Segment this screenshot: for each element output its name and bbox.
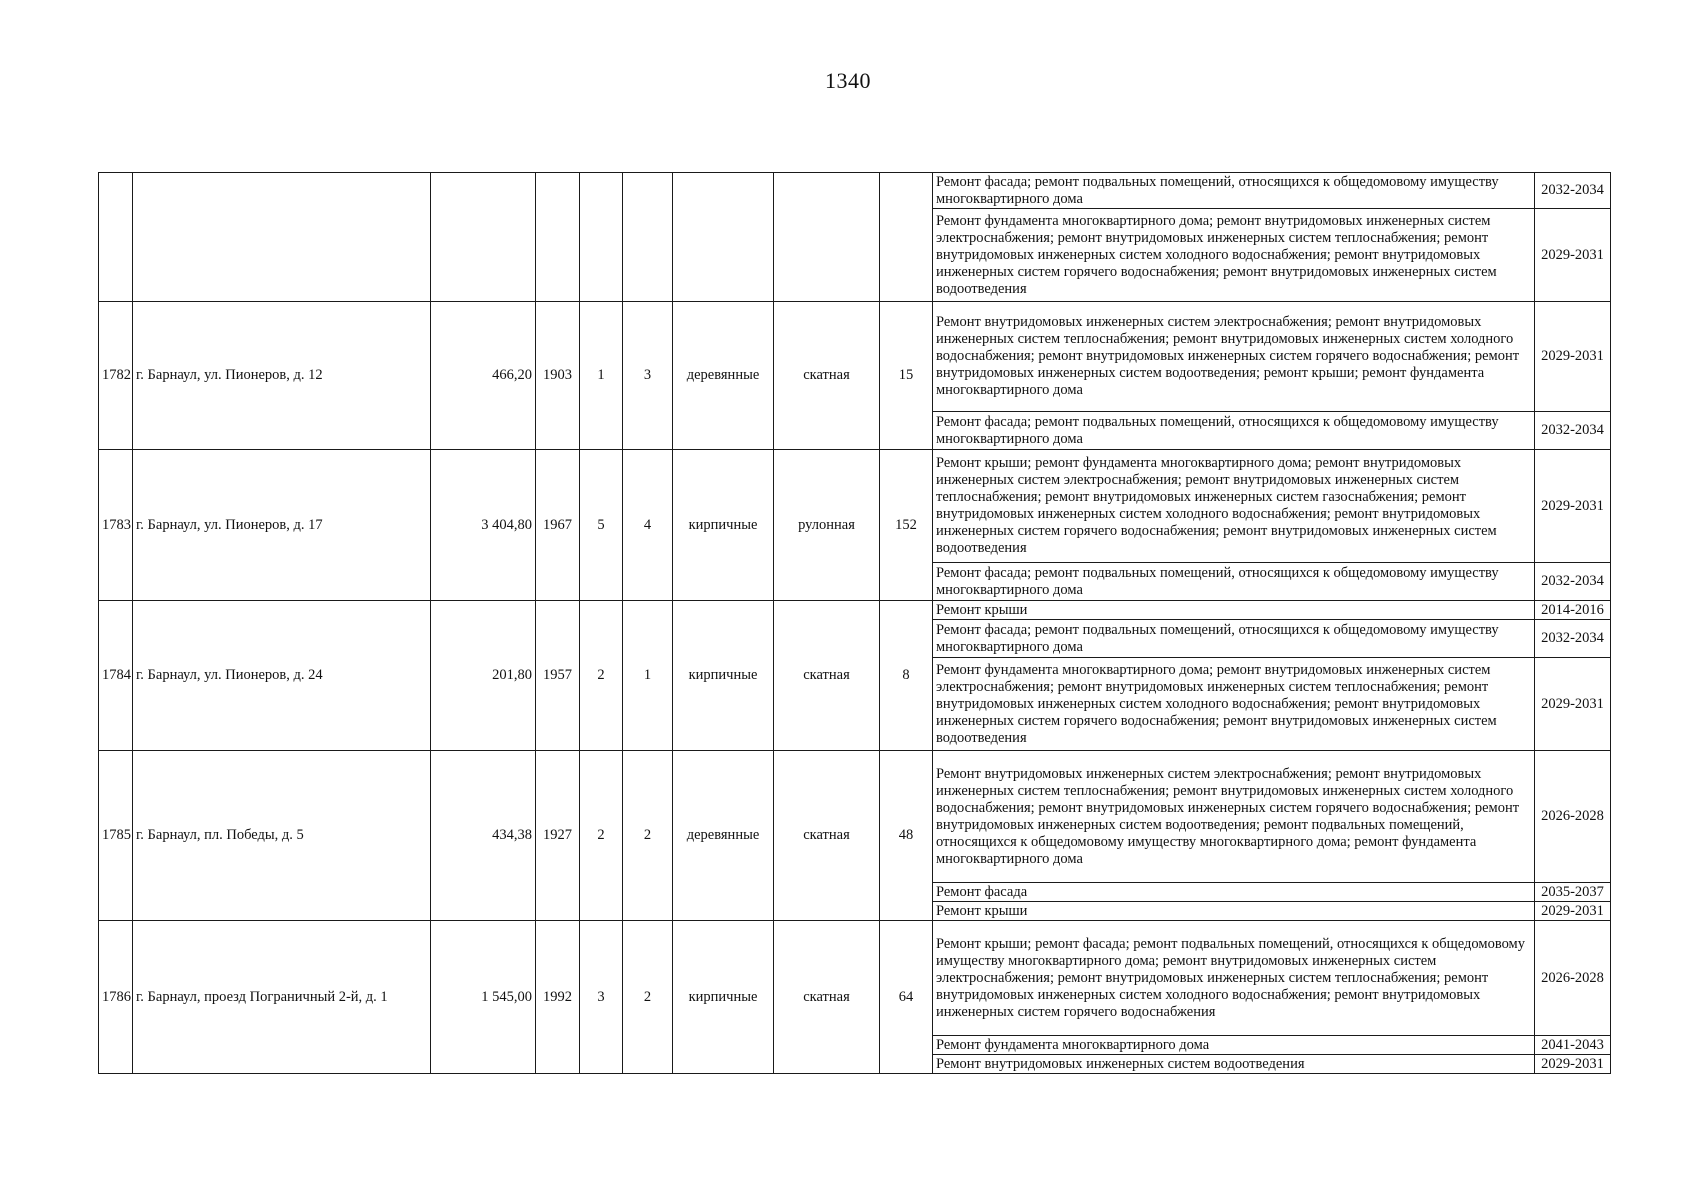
repair-work: Ремонт фасада; ремонт подвальных помещений, относящихся к общедомовому имуществу многоквартирного дома [933,173,1535,209]
residents-count: 48 [880,751,933,921]
build-year: 1992 [536,921,580,1074]
repair-period: 2026-2028 [1535,751,1611,883]
table-row [99,302,1611,412]
repair-work: Ремонт фундамента многоквартирного дома; ремонт внутридомовых инженерных систем электроснабжения; ремонт внутридомовых инженерных систем теплоснабжения; ремонт внутридомовых инженерных систем холодного водоснабжения; ремонт внутридомовых инженерных систем горячего водоснабжения; ремонт внутридомовых инженерных систем водоотведения [933,209,1535,302]
building-area: 434,38 [431,751,536,921]
roof-type: скатная [774,921,880,1074]
table-row [99,173,1611,209]
repair-period: 2032-2034 [1535,173,1611,209]
repair-work: Ремонт фасада; ремонт подвальных помещений, относящихся к общедомовому имуществу многоквартирного дома [933,412,1535,450]
empty-cell [673,173,774,302]
empty-cell [623,173,673,302]
repair-work: Ремонт крыши [933,902,1535,921]
row-number: 1782 [99,302,133,450]
repair-work: Ремонт фундамента многоквартирного дома; ремонт внутридомовых инженерных систем электроснабжения; ремонт внутридомовых инженерных систем теплоснабжения; ремонт внутридомовых инженерных систем холодного водоснабжения; ремонт внутридомовых инженерных систем горячего водоснабжения; ремонт внутридомовых инженерных систем водоотведения [933,658,1535,751]
roof-type: скатная [774,302,880,450]
build-year: 1903 [536,302,580,450]
table-row [99,921,1611,1036]
repair-period: 2029-2031 [1535,302,1611,412]
floors-count: 5 [580,450,623,601]
row-number: 1785 [99,751,133,921]
repair-period: 2029-2031 [1535,450,1611,563]
table-row [99,751,1611,883]
floors-count: 3 [580,921,623,1074]
repair-period: 2029-2031 [1535,209,1611,302]
repair-period: 2029-2031 [1535,902,1611,921]
page-number: 1340 [825,68,871,93]
entrances-count: 1 [623,601,673,751]
floors-count: 2 [580,601,623,751]
building-area: 466,20 [431,302,536,450]
repair-schedule-table [98,172,1611,1074]
build-year: 1957 [536,601,580,751]
build-year: 1967 [536,450,580,601]
empty-cell [580,173,623,302]
residents-count: 152 [880,450,933,601]
repair-period: 2032-2034 [1535,620,1611,658]
table-row [99,450,1611,563]
entrances-count: 2 [623,921,673,1074]
repair-work: Ремонт крыши [933,601,1535,620]
entrances-count: 2 [623,751,673,921]
repair-work: Ремонт внутридомовых инженерных систем водоотведения [933,1055,1535,1074]
building-address: г. Барнаул, ул. Пионеров, д. 24 [133,601,431,751]
wall-material: кирпичные [673,450,774,601]
table-row [99,601,1611,620]
building-address: г. Барнаул, проезд Пограничный 2-й, д. 1 [133,921,431,1074]
entrances-count: 4 [623,450,673,601]
residents-count: 64 [880,921,933,1074]
wall-material: деревянные [673,751,774,921]
repair-work: Ремонт фасада; ремонт подвальных помещений, относящихся к общедомовому имуществу многоквартирного дома [933,620,1535,658]
roof-type: скатная [774,601,880,751]
building-address: г. Барнаул, ул. Пионеров, д. 17 [133,450,431,601]
repair-period: 2026-2028 [1535,921,1611,1036]
wall-material: кирпичные [673,921,774,1074]
wall-material: деревянные [673,302,774,450]
build-year: 1927 [536,751,580,921]
roof-type: рулонная [774,450,880,601]
entrances-count: 3 [623,302,673,450]
repair-period: 2029-2031 [1535,1055,1611,1074]
repair-work: Ремонт фасада; ремонт подвальных помещений, относящихся к общедомовому имуществу многоквартирного дома [933,563,1535,601]
empty-cell [99,173,133,302]
building-address: г. Барнаул, пл. Победы, д. 5 [133,751,431,921]
empty-cell [880,173,933,302]
repair-work: Ремонт крыши; ремонт фундамента многоквартирного дома; ремонт внутридомовых инженерных систем электроснабжения; ремонт внутридомовых инженерных систем теплоснабжения; ремонт внутридомовых инженерных систем газоснабжения; ремонт внутридомовых инженерных систем холодного водоснабжения; ремонт внутридомовых инженерных систем горячего водоснабжения; ремонт внутридомовых инженерных систем водоотведения [933,450,1535,563]
repair-period: 2032-2034 [1535,412,1611,450]
repair-work: Ремонт фундамента многоквартирного дома [933,1036,1535,1055]
repair-work: Ремонт фасада [933,883,1535,902]
repair-work: Ремонт крыши; ремонт фасада; ремонт подвальных помещений, относящихся к общедомовому имуществу многоквартирного дома; ремонт внутридомовых инженерных систем электроснабжения; ремонт внутридомовых инженерных систем теплоснабжения; ремонт внутридомовых инженерных систем холодного водоснабжения; ремонт внутридомовых инженерных систем горячего водоснабжения [933,921,1535,1036]
empty-cell [536,173,580,302]
row-number: 1784 [99,601,133,751]
repair-period: 2029-2031 [1535,658,1611,751]
residents-count: 8 [880,601,933,751]
empty-cell [431,173,536,302]
empty-cell [133,173,431,302]
building-area: 1 545,00 [431,921,536,1074]
repair-period: 2041-2043 [1535,1036,1611,1055]
row-number: 1783 [99,450,133,601]
building-address: г. Барнаул, ул. Пионеров, д. 12 [133,302,431,450]
empty-cell [774,173,880,302]
building-area: 3 404,80 [431,450,536,601]
floors-count: 2 [580,751,623,921]
building-area: 201,80 [431,601,536,751]
repair-period: 2035-2037 [1535,883,1611,902]
floors-count: 1 [580,302,623,450]
wall-material: кирпичные [673,601,774,751]
roof-type: скатная [774,751,880,921]
repair-period: 2032-2034 [1535,563,1611,601]
residents-count: 15 [880,302,933,450]
repair-work: Ремонт внутридомовых инженерных систем электроснабжения; ремонт внутридомовых инженерных систем теплоснабжения; ремонт внутридомовых инженерных систем холодного водоснабжения; ремонт внутридомовых инженерных систем горячего водоснабжения; ремонт внутридомовых инженерных систем водоотведения; ремонт подвальных помещений, относящихся к общедомовому имуществу многоквартирного дома; ремонт фундамента многоквартирного дома [933,751,1535,883]
repair-period: 2014-2016 [1535,601,1611,620]
repair-work: Ремонт внутридомовых инженерных систем электроснабжения; ремонт внутридомовых инженерных систем теплоснабжения; ремонт внутридомовых инженерных систем холодного водоснабжения; ремонт внутридомовых инженерных систем горячего водоснабжения; ремонт внутридомовых инженерных систем водоотведения; ремонт крыши; ремонт фундамента многоквартирного дома [933,302,1535,412]
row-number: 1786 [99,921,133,1074]
